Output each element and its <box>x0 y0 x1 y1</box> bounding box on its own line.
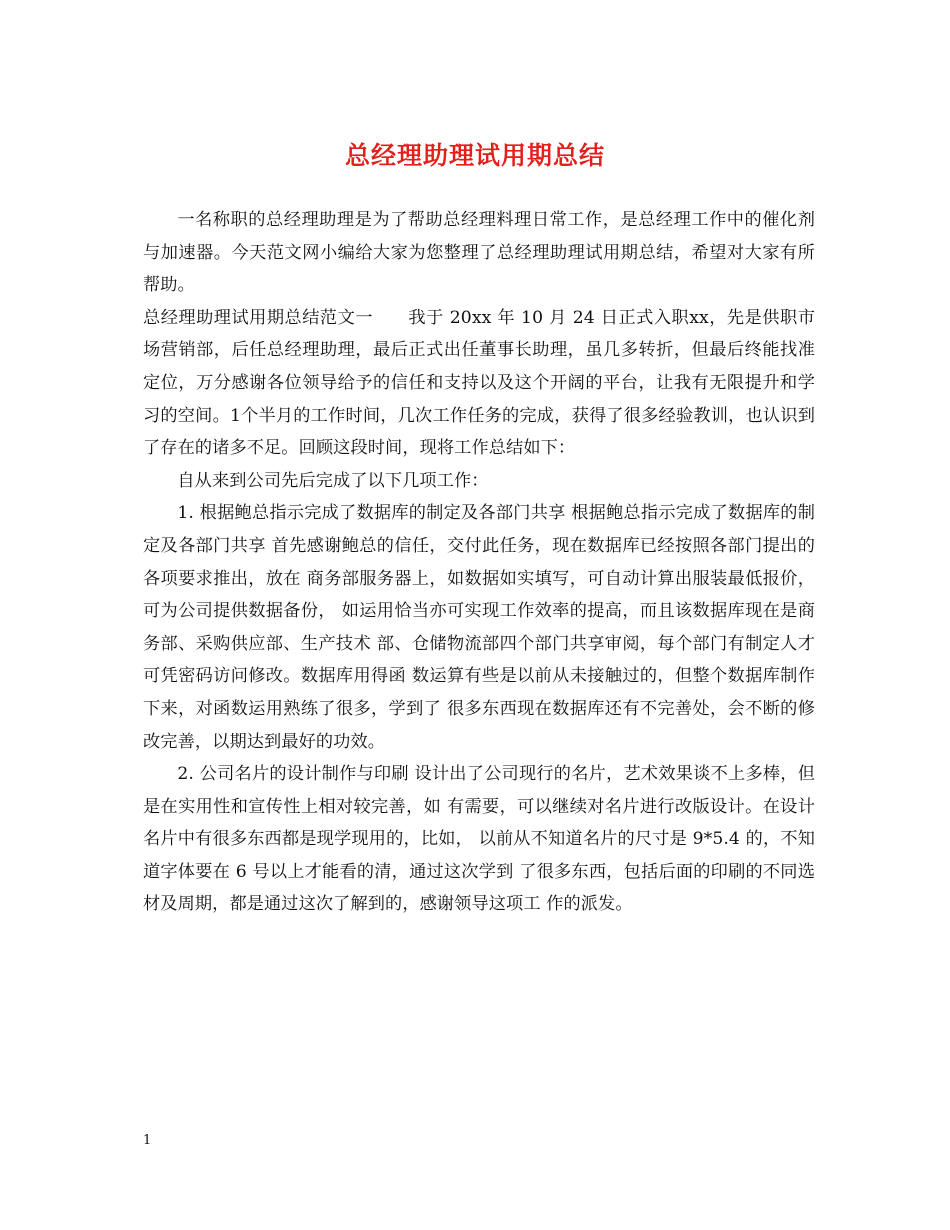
work-list-intro: 自从来到公司先后完成了以下几项工作： <box>177 470 489 491</box>
document-body <box>143 204 815 921</box>
intro-paragraph: 一名称职的总经理助理是为了帮助总经理料理日常工作，是总经理工作中的催化剂与加速器。今天范文网小编给大家为您整理了总经理助理试用期总结，希望对大家有所帮助。 <box>143 210 815 296</box>
document-title: 总经理助理试用期总结 <box>344 141 605 170</box>
sample-one-paragraph: 总经理助理试用期总结范文一 我于 20xx 年 10 月 24 日正式入职xx，先是供职市场营销部，后任总经理助理，最后正式出任董事长助理，虽几多转折，但最后终能找准定位，万分感谢各位领导给予的信任和支持以及这个开阔的平台，让我有无限提升和学习的空间。1个半月的工作时间，几次工作任务的完成，获得了很多经验教训，也认识到了存在的诸多不足。回顾这段时间，现将工作总结如下： <box>143 307 815 459</box>
work-item-database: 1. 根据鲍总指示完成了数据库的制定及各部门共享 根据鲍总指示完成了数据库的制定及各部门共享 首先感谢鲍总的信任，交付此任务，现在数据库已经按照各部门提出的各项要求推出，放在 商务部服务器上，如数据如实填写，可自动计算出服装最低报价，可为公司提供数据备份， 如运用恰当亦可实现工作效率的提高，而且该数据库现在是商务部、采购供应部、生产技术 部、仓储物流部四个部门共享审阅，每个部门有制定人才可凭密码访问修改。数据库用得函 数运算有些是以前从未接触过的，但整个数据库制作下来，对函数运用熟练了很多，学到了 很多东西现在数据库还有不完善处，会不断的修改完善，以期达到最好的功效。 <box>143 503 815 752</box>
page-number: 1 <box>143 1133 152 1148</box>
work-item-business-card: 2. 公司名片的设计制作与印刷 设计出了公司现行的名片，艺术效果谈不上多棒，但是在实用性和宣传性上相对较完善，如 有需要，可以继续对名片进行改版设计。在设计名片中有很多东西都是现学现用的，比如， 以前从不知道名片的尺寸是 9*5.4 的，不知道字体要在 6 号以上才能看的清，通过这次学到 了很多东西，包括后面的印刷的不同选材及周期，都是通过这次了解到的，感谢领导这项工 作的派发。 <box>143 764 815 915</box>
